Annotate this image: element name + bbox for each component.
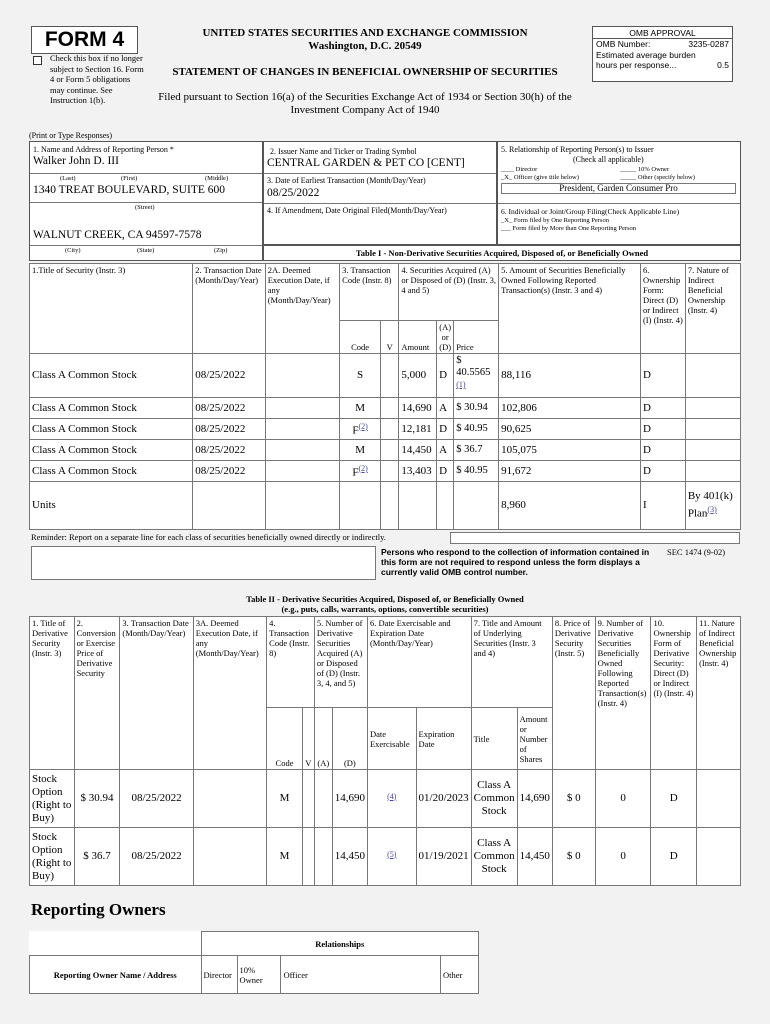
deemed-date [265, 460, 339, 481]
security-title: Class A Common Stock [30, 397, 193, 418]
t1-subheader-price: Price [454, 321, 499, 354]
notice-blank-box [31, 546, 376, 580]
t1-header-code: 3. Transaction Code (Instr. 8) [340, 264, 399, 321]
deemed-date [265, 481, 339, 529]
transaction-code: M [267, 828, 303, 886]
director-option: ____ Director [501, 166, 538, 173]
derivatives-owned: 0 [595, 828, 651, 886]
reporting-person-name: Walker John D. III [33, 155, 119, 167]
nature-of-ownership: By 401(k) Plan$^{(3)}$ [685, 481, 740, 529]
amount-owned: 105,075 [499, 439, 641, 460]
box4-label: 4. If Amendment, Date Original Filed(Month/Day/Year) [267, 206, 447, 215]
price: $ 36.7 [454, 439, 499, 460]
transaction-code [340, 481, 381, 529]
persons-notice: Persons who respond to the collection of information contained in this form are not required to respond unless the form displays a currently valid OMB control number. [381, 547, 650, 577]
footnote-link[interactable]: (2) [358, 421, 368, 431]
t2-header-deemed: 3A. Deemed Execution Date, if any (Month/Day/Year) [193, 617, 266, 770]
price: $ 40.5565 $^{(1)}$ [454, 354, 499, 398]
t2-header-owned: 9. Number of Derivative Securities Beneficially Owned Following Reported Transaction(s) (Instr. 4) [595, 617, 651, 770]
conversion-price: $ 36.7 [74, 828, 120, 886]
ro-other-header: Other [441, 956, 479, 994]
ownership-form: D [640, 397, 685, 418]
officer-option: _X_ Officer (give title below) [501, 174, 579, 181]
transaction-date: 08/25/2022 [193, 439, 265, 460]
ten-percent-owner-option: _____ 10% Owner [620, 166, 670, 173]
footnote-link[interactable]: (2) [358, 463, 368, 473]
nature-of-ownership [685, 460, 740, 481]
t2-header-title: 1. Title of Derivative Security (Instr. 3) [30, 617, 75, 770]
acquired-disposed: A [437, 439, 454, 460]
box1-label: 1. Name and Address of Reporting Person * [33, 145, 174, 154]
underlying-title: Class A Common Stock [471, 770, 517, 828]
underlying-title: Class A Common Stock [471, 828, 517, 886]
security-title: Class A Common Stock [30, 354, 193, 398]
deemed-date [193, 770, 266, 828]
t2-subheader-d: (D) [332, 708, 367, 770]
last-label: (Last) [60, 175, 76, 182]
acquired-disposed: D [437, 354, 454, 398]
transaction-date: 08/25/2022 [193, 418, 265, 439]
t1-header-deemed: 2A. Deemed Execution Date, if any (Month/Day/Year) [265, 264, 339, 354]
relationship-box [497, 141, 741, 245]
t1-header-ownership-form: 6. Ownership Form: Direct (D) or Indirect (I) (Instr. 4) [640, 264, 685, 354]
price: $ 40.95 [454, 418, 499, 439]
first-label: (First) [121, 175, 138, 182]
t2-header-code: 4. Transaction Code (Instr. 8) [267, 617, 315, 708]
no-longer-subject-checkbox[interactable] [33, 56, 42, 65]
deemed-date [265, 354, 339, 398]
expiration-date: 01/19/2021 [416, 828, 471, 886]
amount-owned: 88,116 [499, 354, 641, 398]
code-v [380, 460, 398, 481]
disposed-d: 14,450 [332, 828, 367, 886]
acquired-disposed [437, 481, 454, 529]
footnote-link[interactable]: (3) [707, 504, 717, 514]
sec-form-code: SEC 1474 (9-02) [667, 547, 726, 557]
omb-hours-label: hours per response... [596, 60, 677, 70]
t1-subheader-a-or-d: (A) or (D) [437, 321, 454, 354]
reporting-person-box [29, 141, 263, 261]
box5-label: 5. Relationship of Reporting Person(s) to Issuer [501, 145, 654, 154]
officer-title: President, Garden Consumer Pro [501, 183, 736, 194]
table2-derivative [29, 616, 741, 886]
t2-header-exercisable: 6. Date Exercisable and Expiration Date (Month/Day/Year) [367, 617, 471, 708]
nature-of-ownership [685, 418, 740, 439]
t2-subheader-expiration: Expiration Date [416, 708, 471, 770]
code-v [380, 418, 398, 439]
box5-sublabel: (Check all applicable) [573, 155, 644, 164]
reporting-owners-table [29, 931, 479, 994]
table2-title: Table II - Derivative Securities Acquired, Disposed of, or Beneficially Owned [246, 594, 524, 604]
t2-header-nature: 11. Nature of Indirect Beneficial Ownership (Instr. 4) [697, 617, 741, 770]
footnote-link[interactable]: (5) [387, 849, 397, 859]
transaction-code: F$^{(2)}$ [340, 418, 381, 439]
issuer-name: CENTRAL GARDEN & PET CO [CENT] [267, 157, 465, 169]
acquired-disposed: D [437, 460, 454, 481]
amount-owned: 102,806 [499, 397, 641, 418]
box3-label: 3. Date of Earliest Transaction (Month/Day/Year) [267, 176, 426, 185]
code-v [302, 770, 314, 828]
security-title: Class A Common Stock [30, 418, 193, 439]
omb-burden-value: 0.5 [717, 60, 729, 70]
t2-header-price: 8. Price of Derivative Security (Instr. 5) [552, 617, 595, 770]
transaction-date: 08/25/2022 [193, 354, 265, 398]
t2-header-ownership: 10. Ownership Form of Derivative Security: Direct (D) or Indirect (I) (Instr. 4) [651, 617, 697, 770]
earliest-transaction-date: 08/25/2022 [267, 187, 320, 199]
other-option: _____ Other (specify below) [620, 174, 695, 181]
transaction-code: M [340, 397, 381, 418]
transaction-code: M [340, 439, 381, 460]
ro-relationships-header: Relationships [201, 932, 478, 956]
reminder-box [450, 532, 740, 544]
t1-header-title: 1.Title of Security (Instr. 3) [30, 264, 193, 354]
code-v [302, 828, 314, 886]
omb-number: 3235-0287 [688, 39, 729, 49]
filed-pursuant-line2: Investment Company Act of 1940 [290, 104, 440, 116]
amount [399, 481, 437, 529]
deemed-date [193, 828, 266, 886]
ro-name-header: Reporting Owner Name / Address [30, 956, 202, 994]
table-row [30, 418, 741, 439]
date-exercisable [367, 770, 416, 828]
nature-of-ownership [685, 439, 740, 460]
disposed-d: 14,690 [332, 770, 367, 828]
t2-subheader-exercisable: Date Exercisable [367, 708, 416, 770]
reminder-text: Reminder: Report on a separate line for each class of securities beneficially owned directly or indirectly. [31, 532, 386, 542]
amount-owned: 8,960 [499, 481, 641, 529]
ownership-form: D [640, 460, 685, 481]
amount-owned: 90,625 [499, 418, 641, 439]
code-v [380, 481, 398, 529]
box6-label: 6. Individual or Joint/Group Filing(Check Applicable Line) [501, 207, 680, 216]
t2-subheader-amount: Amount or Number of Shares [517, 708, 552, 770]
acquired-a [314, 770, 332, 828]
middle-label: (Middle) [205, 175, 229, 182]
single-filer-option: _X_ Form filed by One Reporting Person [501, 217, 609, 224]
transaction-date: 08/25/2022 [120, 828, 193, 886]
transaction-code: S [340, 354, 381, 398]
reporting-city-state: WALNUT CREEK, CA 94597-7578 [33, 229, 202, 241]
security-title: Units [30, 481, 193, 529]
statement-title: STATEMENT OF CHANGES IN BENEFICIAL OWNERSHIP OF SECURITIES [172, 66, 558, 78]
acquired-disposed: A [437, 397, 454, 418]
derivatives-owned: 0 [595, 770, 651, 828]
transaction-code: M [267, 770, 303, 828]
deemed-date [265, 439, 339, 460]
t2-subheader-code: Code [267, 708, 303, 770]
omb-number-label: OMB Number: [596, 39, 651, 49]
t2-subheader-title: Title [471, 708, 517, 770]
commission-city: Washington, D.C. 20549 [308, 40, 422, 52]
code-v [380, 439, 398, 460]
derivative-title: Stock Option (Right to Buy) [30, 770, 75, 828]
amount: 13,403 [399, 460, 437, 481]
deemed-date [265, 418, 339, 439]
footnote-link[interactable]: (4) [387, 791, 397, 801]
nature-of-ownership [685, 397, 740, 418]
issuer-box [263, 141, 497, 245]
acquired-disposed: D [437, 418, 454, 439]
table-row [30, 828, 741, 886]
box2-label: 2. Issuer Name and Ticker or Trading Symbol [270, 147, 417, 156]
t1-header-acquired: 4. Securities Acquired (A) or Disposed of (D) (Instr. 3, 4 and 5) [399, 264, 499, 321]
amount: 14,690 [399, 397, 437, 418]
underlying-amount: 14,690 [517, 770, 552, 828]
omb-burden-label: Estimated average burden [596, 49, 696, 60]
code-v [380, 397, 398, 418]
t1-subheader-v: V [380, 321, 398, 354]
transaction-date: 08/25/2022 [193, 460, 265, 481]
transaction-code: F$^{(2)}$ [340, 460, 381, 481]
table-row [30, 439, 741, 460]
ownership-form: D [651, 770, 697, 828]
t2-subheader-v: V [302, 708, 314, 770]
t1-header-nature: 7. Nature of Indirect Beneficial Ownership (Instr. 4) [685, 264, 740, 354]
price: $ 40.95 [454, 460, 499, 481]
checkbox-instruction: Check this box if no longer subject to Section 16. Form 4 or Form 5 obligations may continue. See Instruction 1(b). [50, 53, 144, 105]
ownership-form: D [640, 439, 685, 460]
nature-of-ownership [697, 828, 741, 886]
ownership-form: D [640, 418, 685, 439]
reporting-street: 1340 TREAT BOULEVARD, SUITE 600 [33, 184, 225, 196]
table-row [30, 354, 741, 398]
table-row [30, 481, 741, 529]
derivative-price: $ 0 [552, 770, 595, 828]
ownership-form: I [640, 481, 685, 529]
ro-owner-header: 10% Owner [237, 956, 281, 994]
security-title: Class A Common Stock [30, 439, 193, 460]
t1-header-amount-owned: 5. Amount of Securities Beneficially Owned Following Reported Transaction(s) (Instr. 3 and 4) [499, 264, 641, 354]
ownership-form: D [640, 354, 685, 398]
amount-owned: 91,672 [499, 460, 641, 481]
acquired-a [314, 828, 332, 886]
form-title: FORM 4 [31, 26, 138, 54]
ro-director-header: Director [201, 956, 237, 994]
zip-label: (Zip) [214, 247, 228, 254]
t2-header-date: 3. Transaction Date (Month/Day/Year) [120, 617, 193, 770]
security-title: Class A Common Stock [30, 460, 193, 481]
price [454, 481, 499, 529]
omb-title: OMB APPROVAL [593, 27, 732, 39]
t1-header-date: 2. Transaction Date (Month/Day/Year) [193, 264, 265, 354]
t2-header-underlying: 7. Title and Amount of Underlying Securities (Instr. 3 and 4) [471, 617, 552, 708]
code-v [380, 354, 398, 398]
ro-officer-header: Officer [281, 956, 441, 994]
table-row [30, 397, 741, 418]
nature-of-ownership [697, 770, 741, 828]
date-exercisable [367, 828, 416, 886]
transaction-date: 08/25/2022 [193, 397, 265, 418]
derivative-title: Stock Option (Right to Buy) [30, 828, 75, 886]
print-type-note: (Print or Type Responses) [29, 131, 113, 140]
derivative-price: $ 0 [552, 828, 595, 886]
filed-pursuant-line1: Filed pursuant to Section 16(a) of the Securities Exchange Act of 1934 or Section 30(h) of the [158, 91, 572, 103]
transaction-date [193, 481, 265, 529]
t1-subheader-code: Code [340, 321, 381, 354]
city-label: (City) [65, 247, 81, 254]
amount: 14,450 [399, 439, 437, 460]
footnote-link[interactable]: (1) [456, 380, 466, 389]
state-label: (State) [137, 247, 155, 254]
t1-subheader-amount: Amount [399, 321, 437, 354]
price: $ 30.94 [454, 397, 499, 418]
table-row [30, 460, 741, 481]
table-row [30, 770, 741, 828]
nature-of-ownership [685, 354, 740, 398]
table1-title: Table I - Non-Derivative Securities Acquired, Disposed of, or Beneficially Owned [263, 245, 741, 261]
transaction-date: 08/25/2022 [120, 770, 193, 828]
amount: 12,181 [399, 418, 437, 439]
amount: 5,000 [399, 354, 437, 398]
t2-header-conversion: 2. Conversion or Exercise Price of Derivative Security [74, 617, 120, 770]
table2-subtitle: (e.g., puts, calls, warrants, options, convertible securities) [281, 604, 489, 614]
expiration-date: 01/20/2023 [416, 770, 471, 828]
group-filer-option: ___ Form filed by More than One Reporting Person [501, 225, 637, 232]
deemed-date [265, 397, 339, 418]
underlying-amount: 14,450 [517, 828, 552, 886]
reporting-owners-heading: Reporting Owners [31, 900, 166, 919]
t2-subheader-a: (A) [314, 708, 332, 770]
street-label: (Street) [135, 204, 155, 211]
t2-header-number: 5. Number of Derivative Securities Acquired (A) or Disposed of (D) (Instr. 3, 4, and 5) [314, 617, 367, 708]
omb-approval-box [592, 26, 733, 82]
ownership-form: D [651, 828, 697, 886]
conversion-price: $ 30.94 [74, 770, 120, 828]
commission-name: UNITED STATES SECURITIES AND EXCHANGE COMMISSION [202, 27, 528, 39]
table1-non-derivative [29, 263, 741, 530]
